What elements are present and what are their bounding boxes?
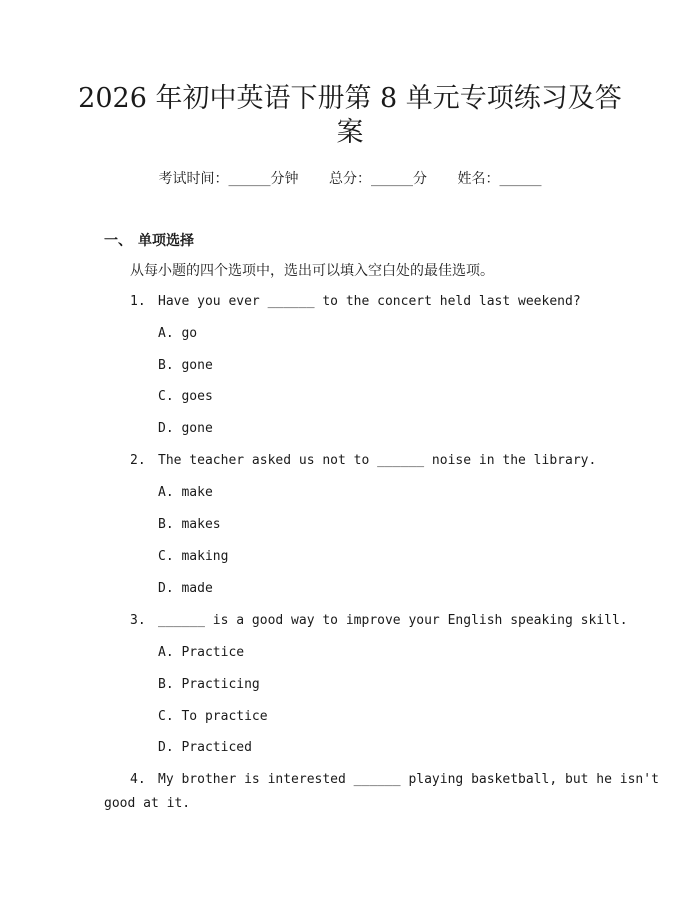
question-text: ______ is a good way to improve your English speaking skill. [158, 613, 628, 628]
section-number: 一、 [104, 233, 132, 249]
exam-score: 总分：______分 [329, 171, 427, 187]
question-number: 2. [130, 453, 146, 468]
exam-time: 考试时间：______分钟 [158, 171, 299, 187]
question-number: 4. [130, 772, 146, 787]
section-heading [104, 230, 194, 250]
exam-info [0, 168, 700, 188]
section-title: 单项选择 [138, 233, 194, 249]
question-text: The teacher asked us not to ______ noise in the library. [158, 453, 597, 468]
exam-name: 姓名：______ [457, 171, 542, 187]
question-text: My brother is interested ______ playing basketball, but he isn't [158, 772, 659, 787]
question-number: 3. [130, 613, 146, 628]
title-line-2: 案 [336, 117, 364, 148]
title-line-1: 2026 年初中英语下册第 8 单元专项练习及答 [78, 83, 622, 114]
question-number: 1. [130, 294, 146, 309]
document-title [60, 82, 640, 150]
section-instruction: 从每小题的四个选项中，选出可以填入空白处的最佳选项。 [130, 263, 494, 279]
question-text: Have you ever ______ to the concert held last weekend? [158, 294, 581, 309]
